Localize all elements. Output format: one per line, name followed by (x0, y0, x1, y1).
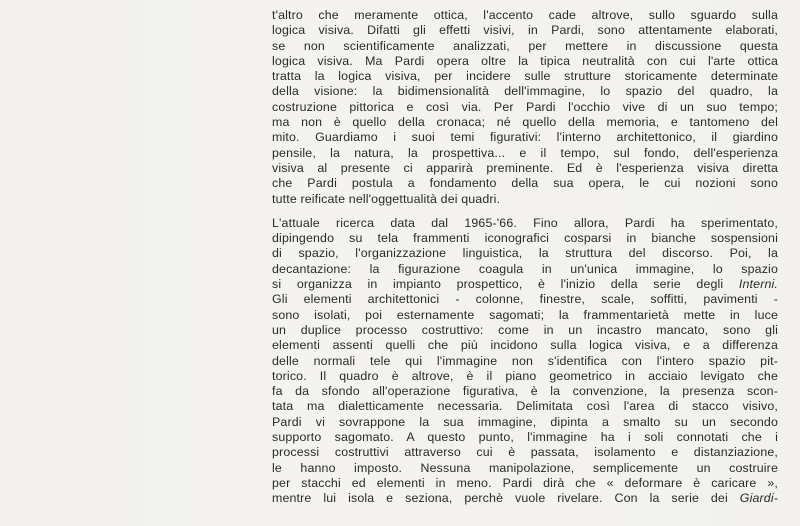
text-line: supporto sagomato. A questo punto, l'immagine ha i soli connotati che i (272, 430, 778, 445)
text-line: della visione: la bidimensionalità dell'immagine, lo spazio del quadro, la (272, 84, 778, 99)
text-line: torico. Il quadro è altrove, è il piano geometrico in acciaio levigato che (272, 368, 778, 383)
text-line: che Pardi postula a fondamento della sua opera, le cui nozioni sono (272, 176, 778, 191)
text-line: logica visiva. Ma Pardi opera oltre la tipica neutralità con cui l'arte ottica (272, 53, 778, 68)
text-line: visiva al presente ci apparirà preminente. Ed è l'esperienza visiva diretta (272, 160, 778, 175)
text-line: le hanno imposto. Nessuna manipolazione, semplicemente un costruire (272, 460, 778, 475)
text-line: di spazio, l'organizzazione linguistica, la struttura del discorso. Poi, la (272, 246, 778, 261)
text-line: elementi assenti quelli che più incidono sulla logica visiva, e a differenza (272, 338, 778, 353)
text-line: mito. Guardiamo i suoi temi figurativi: l'interno architettonico, il giardino (272, 130, 778, 145)
text-line: tutte reificate nell'oggettualità dei quadri. (272, 191, 501, 206)
text-line: costruzione pittorica e così via. Per Pardi l'occhio vive di un suo tempo; (272, 99, 778, 114)
text-line: Gli elementi architettonici - colonne, finestre, scale, soffitti, pavimenti - (272, 292, 778, 307)
italic-interni: Interni. (738, 277, 778, 292)
paragraph-gap (272, 207, 778, 216)
text-line: ma non è quello della cronaca; né quello della memoria, e tantomeno del (272, 115, 778, 130)
text-line-body: mentre lui isola e seziona, perchè vuole rivelare. Con la serie dei (272, 491, 728, 506)
text-line: L'attuale ricerca data dal 1965-'66. Fino allora, Pardi ha sperimentato, (272, 215, 778, 230)
text-line: decantazione: la figurazione coagula in un'unica immagine, lo spazio (272, 261, 778, 276)
text-line: se non scientificamente analizzati, per mettere in discussione questa (272, 38, 778, 53)
text-line: processi costruttivi attraverso cui è passata, isolamento e distanziazione, (272, 445, 778, 460)
text-line: tratta la logica visiva, per incidere sulle strutture storicamente determinate (272, 69, 778, 84)
paragraph-2 (272, 216, 778, 507)
text-line: pensile, la natura, la prospettiva... e il tempo, sul fondo, dell'esperienza (272, 145, 778, 160)
text-line: Pardi vi sovrappone la sua immagine, dipinta a smalto su un secondo (272, 414, 778, 429)
paragraph-1 (272, 8, 778, 207)
text-line: t'altro che meramente ottica, l'accento cade altrove, sullo sguardo sulla (272, 8, 778, 22)
text-line: fa da sfondo all'operazione figurativa, è la convenzione, la presenza scon- (272, 384, 778, 399)
text-line: dipingendo su tela frammenti iconografici cosparsi in bianche sospensioni (272, 231, 778, 246)
text-line-body: si organizza in impianto prospettico, è l'inizio della serie degli (272, 277, 724, 292)
text-column (272, 8, 778, 507)
text-line (272, 277, 778, 292)
text-line: logica visiva. Difatti gli effetti visivi, in Pardi, sono attentamente elaborati, (272, 23, 778, 38)
text-line: per stacchi ed elementi in meno. Pardi dirà che « deformare è caricare », (272, 475, 778, 490)
text-line: delle normali tele qui l'immagine non s'identifica con l'intero spazio pit- (272, 353, 778, 368)
text-line: tata ma dialetticamente necessaria. Delimitata così l'area di stacco visivo, (272, 399, 778, 414)
text-line: un duplice processo costruttivo: come in un incastro mancato, sono gli (272, 322, 778, 337)
italic-giardi: Giardi- (739, 491, 778, 506)
text-line: sono isolati, poi esternamente sagomati; la frammentarietà mette in luce (272, 307, 778, 322)
text-line (272, 491, 778, 506)
